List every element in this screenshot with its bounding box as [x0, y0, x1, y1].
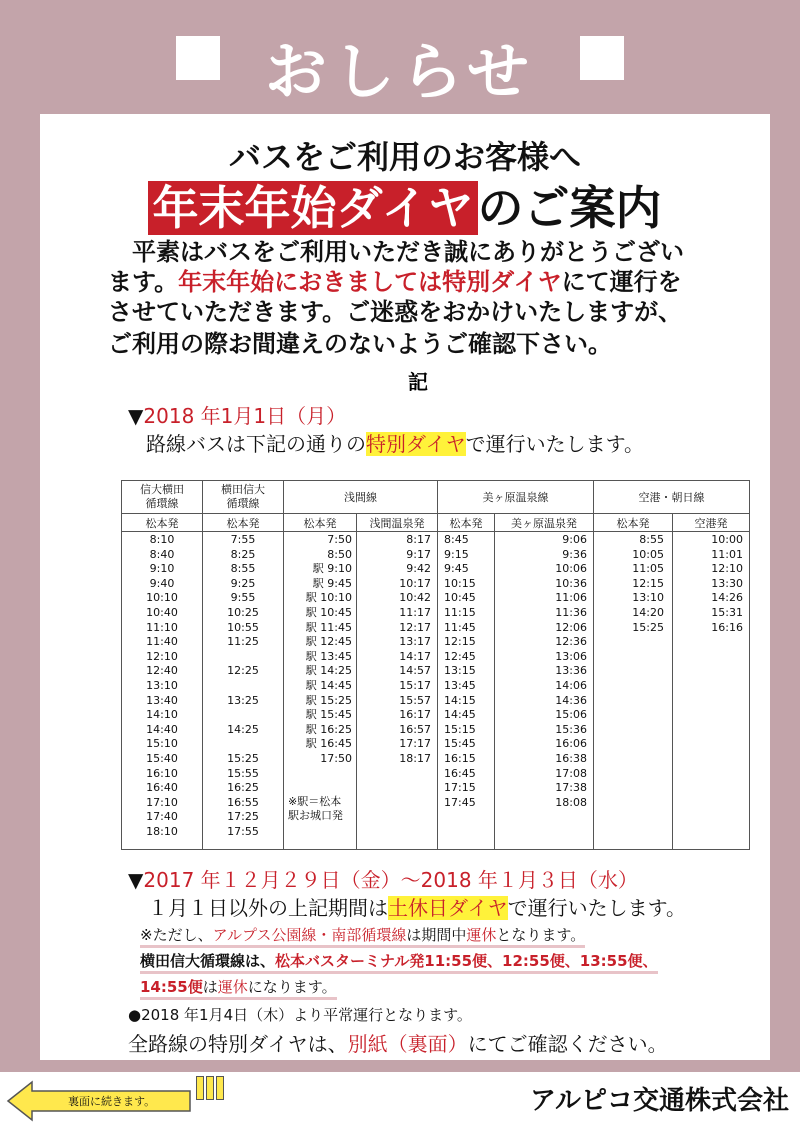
- note-yokota: [140, 950, 658, 974]
- times-col8: [673, 532, 750, 850]
- col-header: 浅間線: [284, 481, 438, 514]
- times-col5: [438, 532, 495, 850]
- times-col6: [495, 532, 594, 850]
- note-text: は期間中: [406, 926, 467, 944]
- times-col4: [357, 532, 438, 850]
- times-col7: [594, 532, 673, 850]
- sub-header: 浅間温泉発: [357, 514, 438, 532]
- note-yokota-cont: [140, 976, 337, 1000]
- col-header: 空港・朝日線: [594, 481, 750, 514]
- right-border: [770, 114, 800, 1072]
- times-col1: [122, 532, 203, 850]
- section2-desc: [148, 892, 686, 921]
- col-header: [203, 481, 284, 514]
- intro-line3: させていただきます。ご迷惑をおかけいたしますが、: [108, 298, 683, 326]
- times: 7:50 8:50 駅 9:10 駅 9:45 駅 10:10 駅 10:45 駅 11:45 駅 12:45 駅 13:45 駅 14:25 駅 14:45 駅 15:25 駅 15:45 駅 16:25 駅 16:45 17:50: [305, 533, 352, 765]
- note-see-back: [128, 1028, 668, 1057]
- sub-header: 松本発: [438, 514, 495, 532]
- note-alps: [140, 924, 585, 948]
- triangle-icon: ▼: [128, 868, 144, 892]
- station-note: ※駅＝松本 駅お城口発: [288, 794, 343, 823]
- intro-text: ます。: [108, 268, 179, 296]
- note-normal: ●2018 年1月4日（木）より平常運行となります。: [128, 1006, 472, 1024]
- note-text: となります。: [496, 926, 586, 944]
- note-red: 運休: [217, 978, 248, 996]
- intro-line1: 平素はバスをご利用いただき誠にありがとうござい: [132, 238, 684, 266]
- notice-content: [40, 114, 770, 1060]
- sub-header: 松本発: [122, 514, 203, 532]
- arrow-text: 裏面に続きます。: [68, 1095, 156, 1108]
- note-text: ※ただし、: [140, 926, 213, 944]
- col-header: 美ヶ原温泉線: [438, 481, 594, 514]
- note-red: 別紙（裏面）: [347, 1032, 468, 1056]
- times: 8:45 9:15 9:45 10:15 10:45 11:15 11:45 12:15 12:45 13:15 13:45 14:15 14:45 15:15 15:45 16:15 16:45 17:15 17:45: [444, 533, 476, 809]
- desc-text: で運行いたします。: [507, 896, 687, 920]
- times: 8:55 10:05 11:05 12:15 13:10 14:20 15:25: [632, 533, 664, 634]
- col-header-text: 横田信大 循環線: [221, 483, 265, 510]
- bar-icon: [196, 1076, 204, 1100]
- note-text: にてご確認ください。: [467, 1032, 668, 1056]
- bar-icon: [206, 1076, 214, 1100]
- section2-range: [128, 864, 638, 893]
- times: 8:10 8:40 9:10 9:40 10:10 10:40 11:10 11:40 12:10 12:40 13:10 13:40 14:10 14:40 15:10 15:40 16:10 16:40 17:10 17:40 18:10: [146, 533, 178, 838]
- desc-highlight: 土休日ダイヤ: [388, 896, 508, 920]
- desc-text: 路線バスは下記の通りの: [146, 432, 366, 456]
- desc-highlight: 特別ダイヤ: [366, 432, 466, 456]
- col-header: [122, 481, 203, 514]
- times-col3: [284, 532, 357, 850]
- desc-text: １月１日以外の上記期間は: [148, 896, 388, 920]
- note-text: 横田信大循環線は、: [140, 952, 276, 970]
- col-header-text: 信大横田 循環線: [140, 483, 184, 510]
- continue-arrow[interactable]: [6, 1080, 192, 1126]
- note-text: になります。: [247, 978, 337, 996]
- section2-range-text: 2017 年１２月２９日（金）～2018 年１月３日（水）: [143, 868, 638, 892]
- section1-date-text: 2018 年1月1日（月）: [143, 404, 347, 428]
- bottom-border: [0, 1060, 800, 1072]
- note-red: 14:55便: [140, 978, 203, 996]
- heading-highlight: 年末年始ダイヤ: [148, 181, 477, 235]
- note-red: 運休: [466, 926, 497, 944]
- note-red: 松本バスターミナル発11:55便、12:55便、13:55便、: [275, 952, 658, 970]
- note-text: 全路線の特別ダイヤは、: [128, 1032, 348, 1056]
- note-red: アルプス公園線・南部循環線: [212, 926, 407, 944]
- intro-text: にて運行を: [561, 268, 682, 296]
- heading-line1: バスをご利用のお客様へ: [228, 138, 581, 176]
- desc-text: で運行いたします。: [465, 432, 645, 456]
- note-text: は: [202, 978, 218, 996]
- page-title: おしらせ: [264, 35, 536, 108]
- intro-red-text: 年末年始におきましては特別ダイヤ: [178, 268, 562, 296]
- left-border: [0, 114, 40, 1072]
- times: 10:00 11:01 12:10 13:30 14:26 15:31 16:16: [711, 533, 743, 634]
- times-col2: [203, 532, 284, 850]
- heading-line2: [40, 172, 770, 238]
- sub-header: 空港発: [673, 514, 750, 532]
- sub-header: 松本発: [203, 514, 284, 532]
- intro-line4: ご利用の際お間違えのないようご確認下さい。: [108, 330, 612, 358]
- sub-header: 松本発: [284, 514, 357, 532]
- times: 8:17 9:17 9:42 10:17 10:42 11:17 12:17 13:17 14:17 14:57 15:17 15:57 16:17 16:57 17:17 18:17: [399, 533, 431, 765]
- section1-desc: [146, 428, 644, 457]
- bar-icon: [216, 1076, 224, 1100]
- heading-rest: のご案内: [477, 181, 662, 235]
- sub-header: 松本発: [594, 514, 673, 532]
- company-name: アルピコ交通株式会社: [530, 1086, 789, 1116]
- sub-header: 美ヶ原温泉発: [495, 514, 594, 532]
- times: 9:06 9:36 10:06 10:36 11:06 11:36 12:06 12:36 13:06 13:36 14:06 14:36 15:06 15:36 16:06 16:38 17:08 17:38 18:08: [555, 533, 587, 809]
- ki-mark: 記: [408, 370, 428, 394]
- times: 7:55 8:25 8:55 9:25 9:55 10:25 10:55 11:25 12:25 13:25 14:25 15:25 15:55 16:25 16:55 17:25 17:55: [227, 533, 259, 838]
- timetable: [121, 480, 750, 850]
- triangle-icon: ▼: [128, 404, 144, 428]
- section1-date: [128, 400, 346, 429]
